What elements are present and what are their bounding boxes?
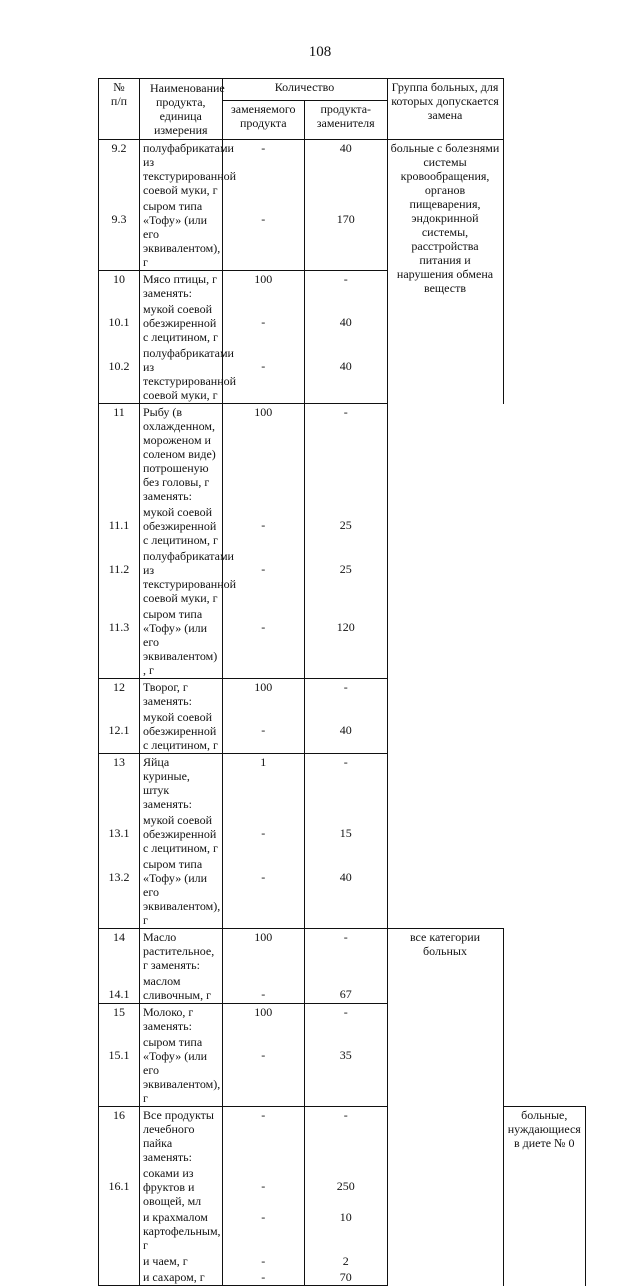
patient-group: все категории больных [387,929,503,1166]
product-name: мукой соевой обезжиренной с лецитином, г [140,812,223,856]
row-number: 14.1 [99,973,140,1004]
replacement-quantity: 15 [305,812,388,856]
replacement-quantity: - [305,1107,388,1166]
row-number: 11.2 [99,548,140,606]
replacement-quantity: 40 [305,345,388,404]
table-row [99,606,586,679]
row-number [99,1269,140,1286]
product-name: сыром типа «Тофу» (или его эквивалентом), г [140,198,223,271]
replaced-quantity: - [222,1253,305,1269]
table-row [99,709,586,754]
replacement-quantity: 40 [305,856,388,929]
table-row [99,345,586,404]
table-row [99,548,586,606]
header-quantity: Количество [222,79,387,101]
replaced-quantity: 100 [222,404,305,505]
replacement-quantity: 40 [305,140,388,199]
replacement-quantity: 70 [305,1269,388,1286]
replaced-quantity: - [222,1209,305,1253]
row-number: 14 [99,929,140,974]
product-name: Мясо птицы, г заменять: [140,271,223,302]
replacement-quantity: - [305,404,388,505]
table-row [99,754,586,813]
product-name: мукой соевой обезжиренной с лецитином, г [140,504,223,548]
replaced-quantity: - [222,198,305,271]
row-number: 13.2 [99,856,140,929]
replacement-quantity: 2 [305,1253,388,1269]
replaced-quantity: 100 [222,1004,305,1035]
replaced-quantity: - [222,812,305,856]
product-name: сыром типа «Тофу» (или его эквивалентом), г [140,1034,223,1107]
row-number: 10 [99,271,140,302]
product-name: Творог, г заменять: [140,679,223,710]
row-number [99,1209,140,1253]
replacement-quantity: - [305,929,388,974]
row-number: 9.2 [99,140,140,199]
product-name: маслом сливочным, г [140,973,223,1004]
replaced-quantity: - [222,504,305,548]
replacement-quantity: 170 [305,198,388,271]
table-row [99,973,586,1004]
replaced-quantity: - [222,709,305,754]
product-name: Масло растительное, г заменять: [140,929,223,974]
row-number: 12.1 [99,709,140,754]
replacement-quantity: 120 [305,606,388,679]
row-number: 11 [99,404,140,505]
replacement-quantity: - [305,679,388,710]
replacement-quantity: - [305,754,388,813]
product-name: Молоко, г заменять: [140,1004,223,1035]
replaced-quantity: - [222,1107,305,1166]
table-row [99,929,586,974]
replacement-quantity: - [305,1004,388,1035]
replaced-quantity: - [222,1034,305,1107]
product-name: Рыбу (в охлажденном, мороженом и соленом виде) потрошеную без головы, г заменять: [140,404,223,505]
product-name: и чаем, г [140,1253,223,1269]
replaced-quantity: 100 [222,929,305,974]
replacement-quantity: 40 [305,709,388,754]
product-name: Все продукты лечебного пайка заменять: [140,1107,223,1166]
row-number: 11.1 [99,504,140,548]
row-number: 12 [99,679,140,710]
row-number: 10.1 [99,301,140,345]
replaced-quantity: 100 [222,679,305,710]
replacement-quantity: 67 [305,973,388,1004]
replaced-quantity: - [222,973,305,1004]
patient-group: больные с болезнями системы кровообращения, органов пищеварения, эндокринной системы, расстройства питания и нарушения обмена веществ [387,140,503,404]
header-no: № п/п [99,79,140,140]
row-number: 11.3 [99,606,140,679]
replaced-quantity: - [222,301,305,345]
replacement-quantity: 25 [305,548,388,606]
replacement-quantity: 40 [305,301,388,345]
replaced-quantity: 1 [222,754,305,813]
row-number: 9.3 [99,198,140,271]
patient-group: больные, нуждающиеся в диете № 0 [503,1107,586,1286]
table-row [99,301,586,345]
row-number: 16.1 [99,1165,140,1209]
product-name: сыром типа «Тофу» (или его эквивалентом) , г [140,606,223,679]
product-name: мукой соевой обезжиренной с лецитином, г [140,301,223,345]
row-number: 16 [99,1107,140,1166]
page-number: 108 [308,44,332,60]
product-name: полуфабрикатами из текстурированной соевой муки, г [140,345,223,404]
product-name: полуфабрикатами из текстурированной соевой муки, г [140,548,223,606]
replacement-quantity: 35 [305,1034,388,1107]
product-name: и крахмалом картофельным, г [140,1209,223,1253]
row-number: 15.1 [99,1034,140,1107]
table-row [99,856,586,929]
table-row [99,679,586,710]
table-row [99,1004,586,1035]
replaced-quantity: - [222,548,305,606]
row-number [99,1253,140,1269]
replacement-quantity: - [305,271,388,302]
table-header [99,79,586,140]
table-row [99,404,586,505]
header-name: Наименование продукта, единица измерения [140,79,223,140]
table-row [99,504,586,548]
replacement-quantity: 10 [305,1209,388,1253]
replacement-quantity: 25 [305,504,388,548]
header-replacement: продукта-заменителя [305,100,388,139]
replaced-quantity: - [222,1269,305,1286]
table-row [99,812,586,856]
product-name: и сахаром, г [140,1269,223,1286]
replaced-quantity: - [222,606,305,679]
row-number: 13.1 [99,812,140,856]
product-name: полуфабрикатами из текстурированной соевой муки, г [140,140,223,199]
table-row [99,198,586,271]
substitution-table [98,78,586,1286]
table-body [99,140,586,1286]
product-name: мукой соевой обезжиренной с лецитином, г [140,709,223,754]
replaced-quantity: - [222,856,305,929]
table-row [99,271,586,302]
table-row [99,1107,586,1166]
replaced-quantity: - [222,345,305,404]
replaced-quantity: - [222,1165,305,1209]
replacement-quantity: 250 [305,1165,388,1209]
table-row [99,1034,586,1107]
header-group: Группа больных, для которых допускается замена [387,79,503,140]
product-name: сыром типа «Тофу» (или его эквивалентом), г [140,856,223,929]
replaced-quantity: 100 [222,271,305,302]
replaced-quantity: - [222,140,305,199]
header-replaced: заменяемого продукта [222,100,305,139]
product-name: Яйца куриные, штук заменять: [140,754,223,813]
row-number: 15 [99,1004,140,1035]
row-number: 10.2 [99,345,140,404]
row-number: 13 [99,754,140,813]
product-name: соками из фруктов и овощей, мл [140,1165,223,1209]
table-row [99,140,586,199]
